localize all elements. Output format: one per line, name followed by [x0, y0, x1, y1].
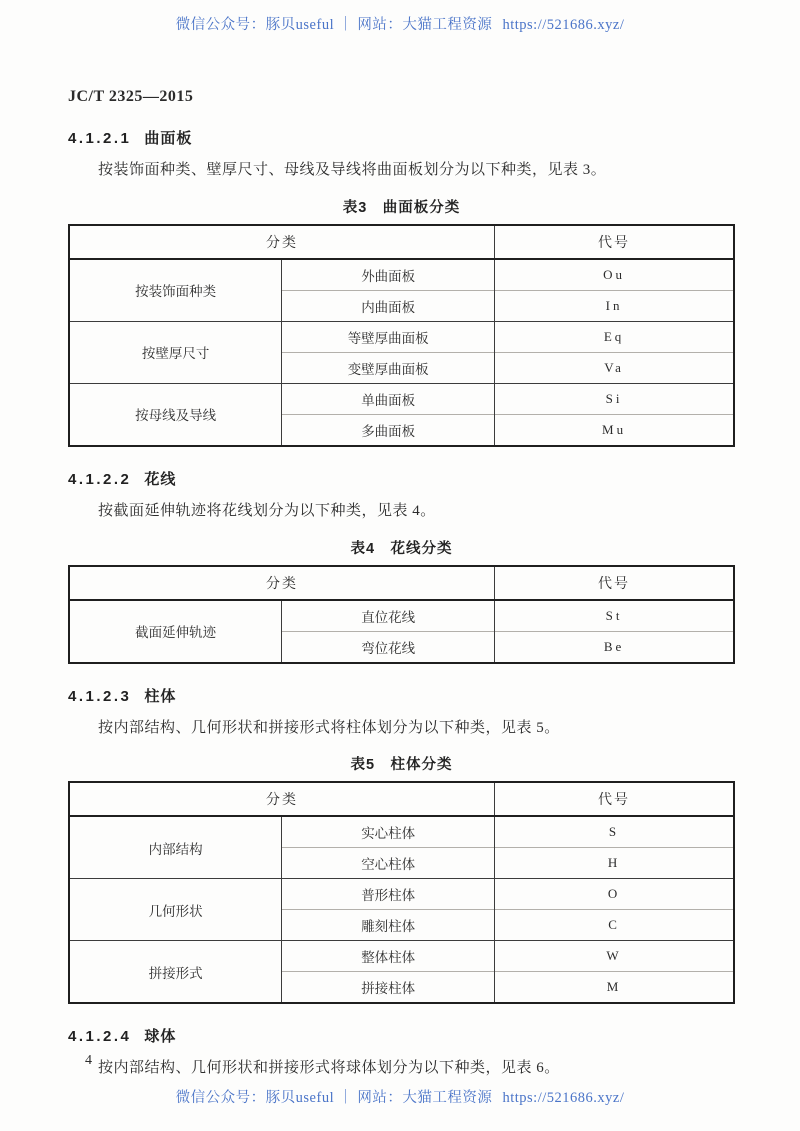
- table-row: [69, 879, 734, 910]
- column-header-code: 代号: [495, 566, 734, 600]
- section-heading: [68, 468, 735, 489]
- table-row: [69, 941, 734, 972]
- classification-table: [68, 224, 735, 447]
- promo-footer: [0, 1086, 800, 1107]
- section-paragraph: 按内部结构、几何形状和拼接形式将柱体划分为以下种类，见表 5。: [98, 719, 560, 736]
- subtype-cell: 实心柱体: [282, 816, 495, 848]
- section-title: 球体: [144, 1028, 177, 1046]
- subtype-cell: 等壁厚曲面板: [282, 321, 495, 352]
- group-cell: 截面延伸轨迹: [69, 600, 282, 663]
- code-cell: W: [495, 941, 734, 972]
- promo-header-link[interactable]: https://521686.xyz/: [502, 17, 625, 33]
- code-cell: O: [495, 879, 734, 910]
- table-row: [69, 383, 734, 414]
- subtype-cell: 空心柱体: [282, 848, 495, 879]
- code-cell: H: [495, 848, 734, 879]
- table-header-row: [69, 566, 734, 600]
- column-header-code: 代号: [495, 782, 734, 816]
- code-cell: C: [495, 910, 734, 941]
- subtype-cell: 变壁厚曲面板: [282, 352, 495, 383]
- table-caption: 表5 柱体分类: [350, 757, 453, 774]
- promo-header-text: 微信公众号：豚贝useful ｜ 网站：大猫工程资源: [175, 17, 493, 33]
- group-cell: 按装饰面种类: [69, 259, 282, 322]
- code-cell: In: [495, 290, 734, 321]
- table-row: [69, 816, 734, 848]
- code-cell: St: [495, 600, 734, 632]
- subtype-cell: 弯位花线: [282, 631, 495, 663]
- code-cell: S: [495, 816, 734, 848]
- subtype-cell: 内曲面板: [282, 290, 495, 321]
- code-cell: Mu: [495, 414, 734, 446]
- subtype-cell: 普形柱体: [282, 879, 495, 910]
- subtype-cell: 直位花线: [282, 600, 495, 632]
- classification-table: [68, 781, 735, 1004]
- section-number: 4.1.2.1: [68, 130, 132, 147]
- section-number: 4.1.2.4: [68, 1028, 132, 1046]
- subtype-cell: 雕刻柱体: [282, 910, 495, 941]
- table-caption: 表3 曲面板分类: [342, 199, 461, 216]
- promo-footer-text: 微信公众号：豚贝useful ｜ 网站：大猫工程资源: [175, 1090, 493, 1106]
- column-header-code: 代号: [495, 225, 734, 259]
- table-row: [69, 600, 734, 632]
- section-title: 花线: [144, 470, 177, 488]
- table-row: [69, 259, 734, 291]
- section-number: 4.1.2.3: [68, 687, 132, 705]
- group-cell: 按壁厚尺寸: [69, 321, 282, 383]
- page-content: [68, 88, 735, 1080]
- code-cell: Ou: [495, 259, 734, 291]
- column-header-category: 分类: [69, 225, 495, 259]
- section-title: 柱体: [144, 687, 177, 705]
- group-cell: 拼接形式: [69, 941, 282, 1004]
- promo-header: [0, 0, 800, 34]
- section-number: 4.1.2.2: [68, 470, 132, 488]
- section-heading: [68, 1025, 735, 1046]
- column-header-category: 分类: [69, 782, 495, 816]
- section-heading: [68, 127, 735, 148]
- code-cell: Be: [495, 631, 734, 663]
- table-header-row: [69, 225, 734, 259]
- page-number: 4: [85, 1053, 92, 1068]
- sections: [68, 127, 735, 1080]
- subtype-cell: 拼接柱体: [282, 972, 495, 1004]
- code-cell: Va: [495, 352, 734, 383]
- section-paragraph: 按装饰面种类、壁厚尺寸、母线及导线将曲面板划分为以下种类，见表 3。: [98, 162, 607, 178]
- section-heading: [68, 685, 735, 706]
- section-title: 曲面板: [144, 130, 193, 147]
- group-cell: 内部结构: [69, 816, 282, 879]
- code-cell: Si: [495, 383, 734, 414]
- group-cell: 几何形状: [69, 879, 282, 941]
- standard-code: JC/T 2325—2015: [68, 88, 194, 105]
- subtype-cell: 单曲面板: [282, 383, 495, 414]
- subtype-cell: 外曲面板: [282, 259, 495, 291]
- table-header-row: [69, 782, 734, 816]
- table-row: [69, 321, 734, 352]
- group-cell: 按母线及导线: [69, 383, 282, 446]
- column-header-category: 分类: [69, 566, 495, 600]
- code-cell: Eq: [495, 321, 734, 352]
- classification-table: [68, 565, 735, 664]
- table-caption: 表4 花线分类: [350, 540, 453, 557]
- section-paragraph: 按截面延伸轨迹将花线划分为以下种类，见表 4。: [98, 502, 436, 519]
- promo-footer-link[interactable]: https://521686.xyz/: [502, 1090, 625, 1106]
- subtype-cell: 整体柱体: [282, 941, 495, 972]
- code-cell: M: [495, 972, 734, 1004]
- subtype-cell: 多曲面板: [282, 414, 495, 446]
- section-paragraph: 按内部结构、几何形状和拼接形式将球体划分为以下种类，见表 6。: [98, 1060, 560, 1077]
